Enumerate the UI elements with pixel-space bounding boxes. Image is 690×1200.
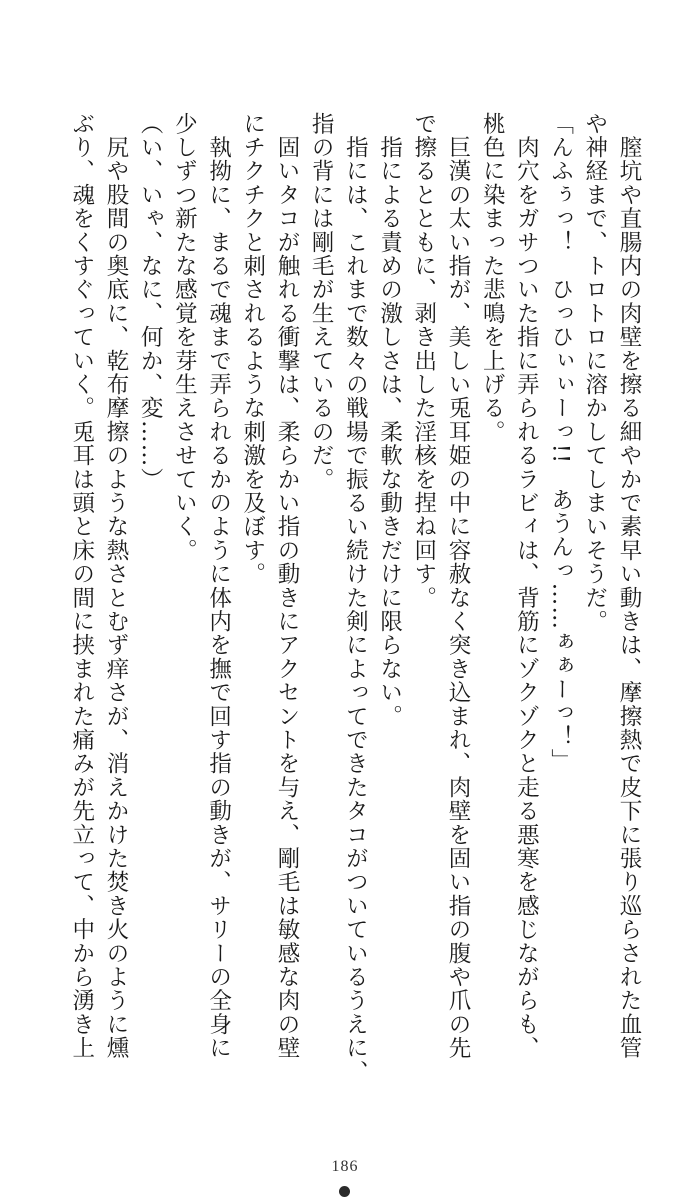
text-line: 指の背には剛毛が生えているのだ。 [308,112,335,492]
text-line: 巨漢の太い指が、美しい兎耳姫の中に容赦なく突き込まれ、肉壁を固い指の腹や爪の先 [444,112,471,1061]
text-line: 肉穴をガサついた指に弄られるラビィは、背筋にゾクゾクと走る悪寒を感じながらも、 [513,112,540,1060]
text-line: ぶり、魂をくすぐっていく。兎耳は頭と床の間に挟まれた痛みが先立って、中から湧き上 [68,112,95,1061]
text-line: 執拗に、まるで魂まで弄られるかのように体内を撫で回す指の動きが、サリーの全身に [205,112,232,1060]
text-line: 尻や股間の奥底に、乾布摩擦のような熱さとむず痒さが、消えかけた焚き火のように燻 [102,112,129,1060]
text-line: で擦るとともに、剥き出した淫核を捏ね回す。 [410,112,437,610]
text-line: 少しずつ新たな感覚を芽生えさせていく。 [171,112,198,563]
text-line: 膣坑や直腸内の肉壁を擦る細やかで素早い動きは、摩擦熱で皮下に張り巡らされた血管 [616,112,642,1060]
text-line: 指による責めの激しさは、柔軟な動きだけに限らない。 [376,112,403,729]
text-line: 固いタコが触れる衝撃は、柔らかい指の動きにアクセントを与え、剛毛は敏感な肉の壁 [273,112,300,1060]
text-line: （い、いゃ、なに、何か、変……） [137,112,164,492]
page-marker-dot [339,1186,350,1197]
text-line: や神経まで、トロトロに溶かしてしまいそうだ。 [581,112,608,634]
text-line: 桃色に染まった悲鳴を上げる。 [479,112,506,444]
text-line: 指には、これまで数々の戦場で振るい続けた剣によってできたタコがついているうえに、 [342,112,369,1084]
page-number: 186 [331,1158,359,1175]
vertical-text-block [65,112,646,1092]
text-line: にチクチクと刺されるような刺激を及ぼす。 [239,112,266,586]
text-line: 「んふぅっ！ ひっひぃぃーっ!! あうんっ……ぁぁーっ！」 [547,112,574,773]
